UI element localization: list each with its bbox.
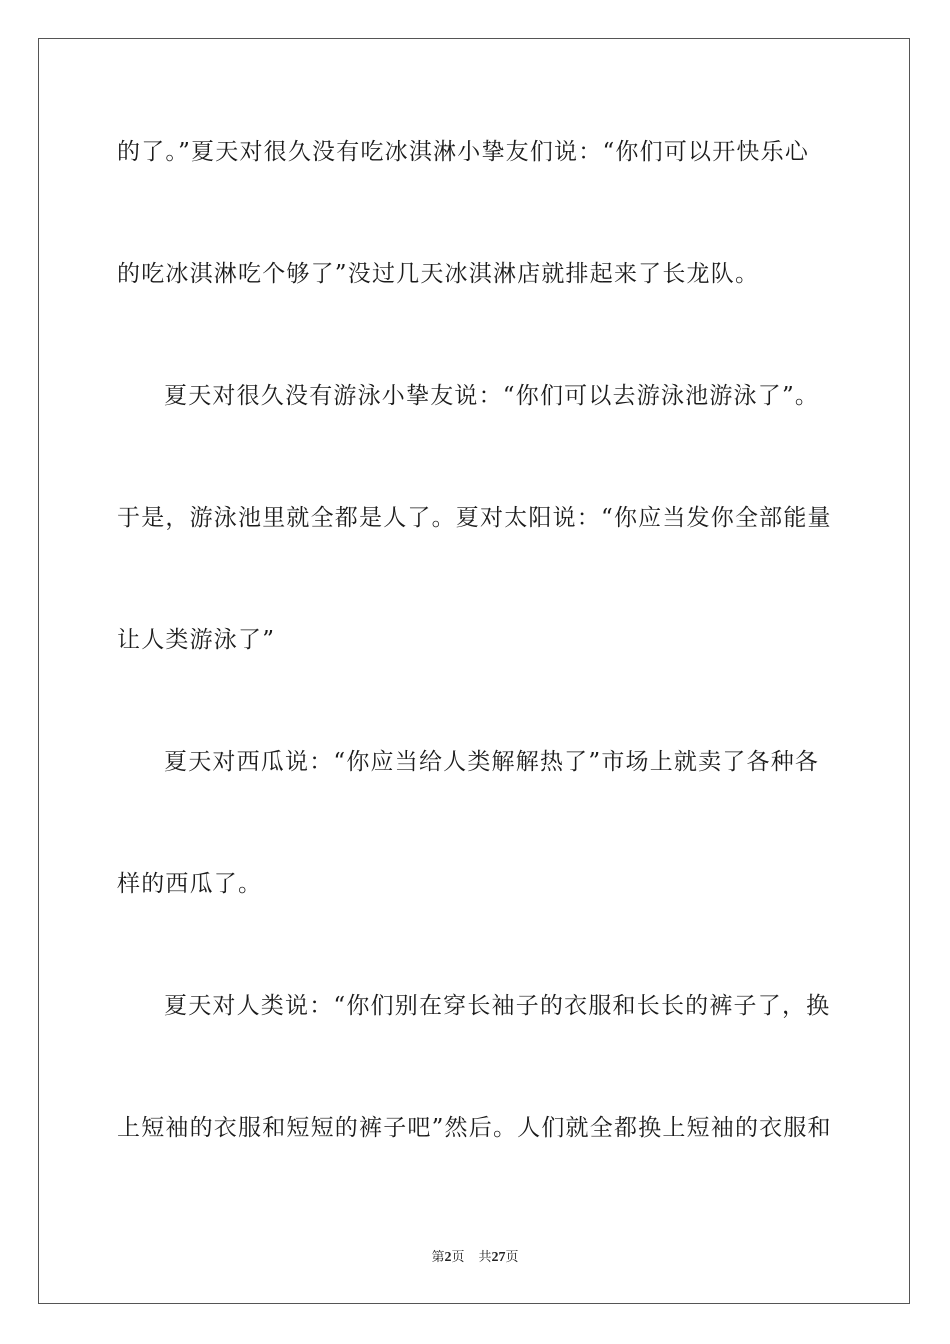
page-suffix: 页 [451, 1250, 465, 1265]
text-line-4: 于是，游泳池里就全都是人了。夏对太阳说：“你应当发你全部能量 [117, 505, 832, 531]
text-line-9: 上短袖的衣服和短短的裤子吧”然后。人们就全都换上短袖的衣服和 [117, 1115, 832, 1141]
page-prefix: 第 [431, 1250, 445, 1265]
text-line-5: 让人类游泳了” [117, 627, 276, 653]
text-line-1: 的了。”夏天对很久没有吃冰淇淋小挚友们说：“你们可以开快乐心 [117, 139, 810, 165]
total-prefix: 共 [478, 1250, 492, 1265]
page-footer [0, 1246, 950, 1266]
document-body [117, 124, 833, 1222]
text-line-7: 样的西瓜了。 [117, 871, 263, 897]
total-pages: 27 [491, 1250, 506, 1265]
page-number: 2 [444, 1250, 452, 1265]
text-line-6: 夏天对西瓜说：“你应当给人类解解热了”市场上就卖了各种各 [164, 749, 820, 775]
text-line-3: 夏天对很久没有游泳小挚友说：“你们可以去游泳池游泳了”。 [164, 383, 820, 409]
text-line-2: 的吃冰淇淋吃个够了”没过几天冰淇淋店就排起来了长龙队。 [117, 261, 760, 287]
text-line-8: 夏天对人类说：“你们别在穿长袖子的衣服和长长的裤子了，换 [164, 993, 831, 1019]
total-suffix: 页 [505, 1250, 519, 1265]
